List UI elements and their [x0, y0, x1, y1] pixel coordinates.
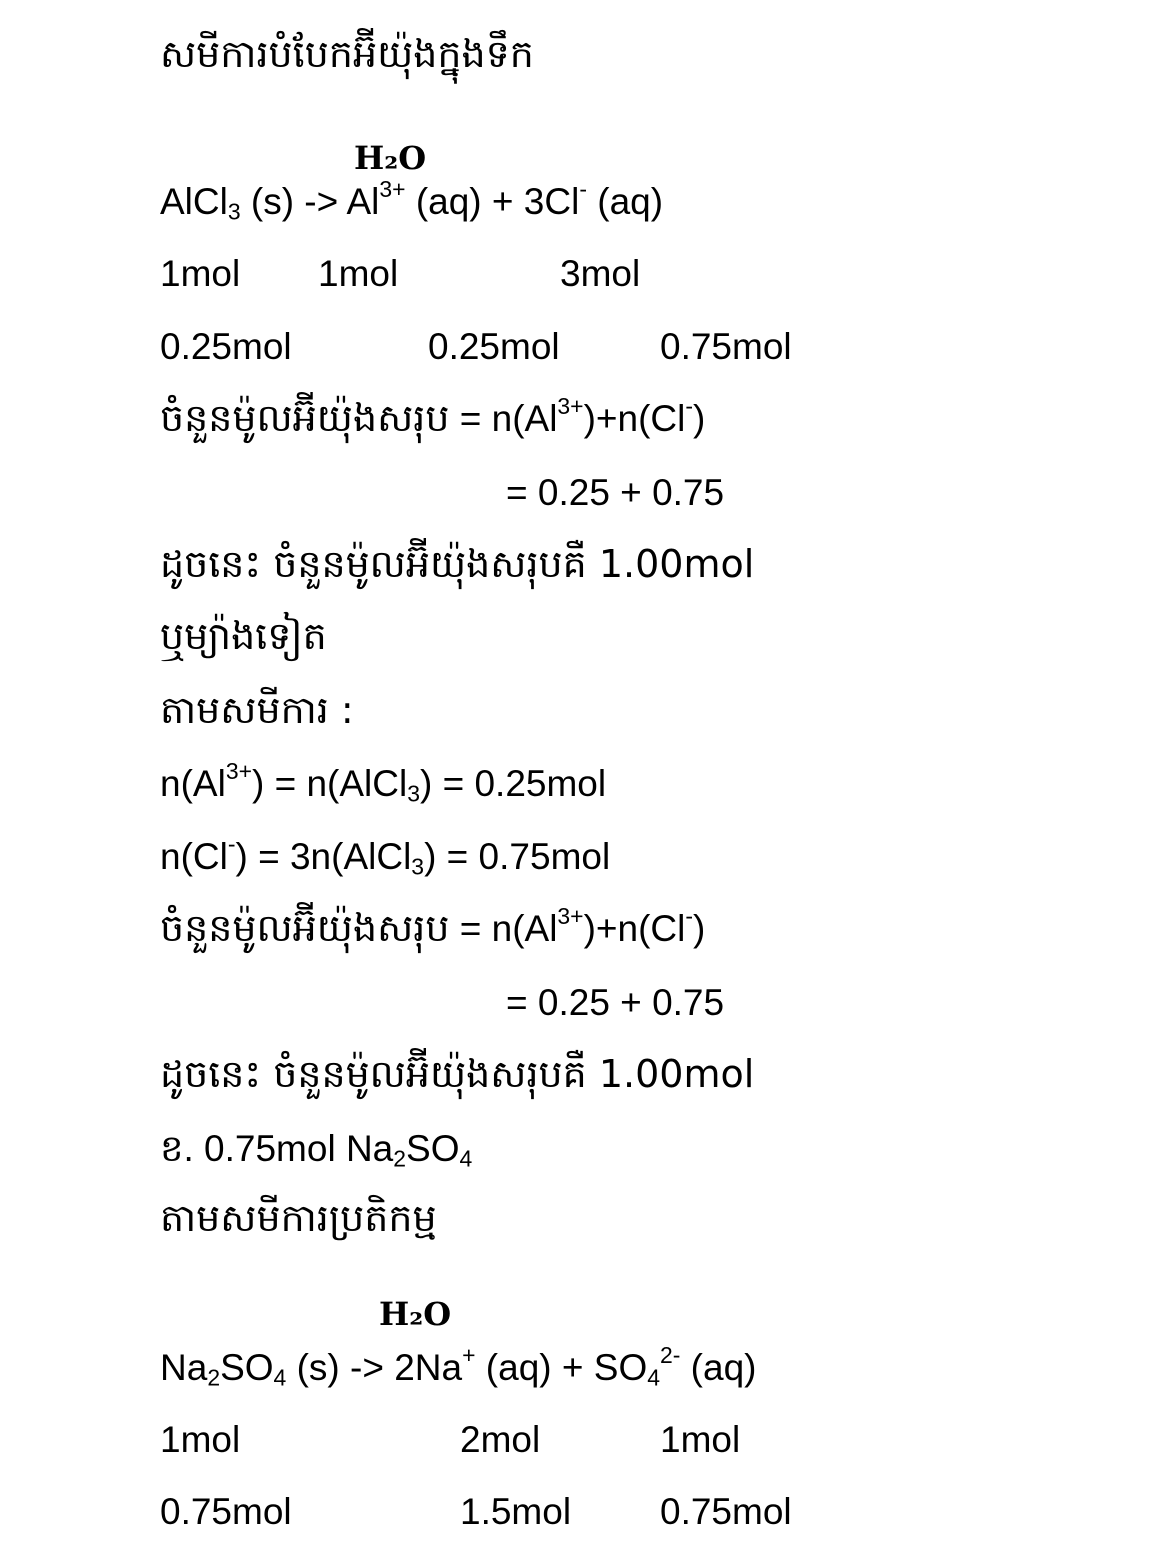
ratio-cell: 1mol	[318, 253, 399, 294]
reaction-equation-1: AlCl$_3$ $(s) -> Al^{3+}$ (aq) + 3Cl- (aq)	[160, 175, 664, 225]
amount-cell: 0.75mol	[160, 1491, 292, 1532]
alternative-heading: ឬម្យ៉ាងទៀត	[160, 614, 327, 658]
conclusion-2: ដូចនេះ ចំនួនម៉ូលអ៊ីយ៉ុងសរុបគឺ 1.00mol	[160, 1052, 755, 1096]
conclusion-1: ដូចនេះ ចំនួនម៉ូលអ៊ីយ៉ុងសរុបគឺ 1.00mol	[160, 542, 755, 586]
ratio-cell: 1mol	[160, 253, 241, 294]
ratio-cell: 2mol	[460, 1419, 541, 1460]
solvent-label-2: H₂O	[379, 1295, 452, 1333]
n-al-line: $n(Al^{3+})$ = n(AlCl$_3$) = 0.25mol	[160, 757, 607, 807]
n-cl-line: n(Cl-) = 3n(AlCl$_3$) = 0.75mol	[160, 830, 611, 880]
sum-line-1: = 0.25 + 0.75	[506, 472, 725, 513]
amount-cell: 0.75mol	[660, 326, 792, 367]
ratio-cell: 3mol	[560, 253, 641, 294]
solvent-label-1: H₂O	[354, 139, 427, 177]
reaction-equation-2: $Na_2SO_4$ (s) -> 2Na+ $(aq) + SO_4^{2-}$ (aq)	[160, 1341, 757, 1391]
ratio-cell: 1mol	[160, 1419, 241, 1460]
total-moles-formula-1: ចំនួនម៉ូលអ៊ីយ៉ុងសរុប = $n(Al^{3+})+n(Cl^-)$	[160, 392, 706, 440]
amount-cell: 1.5mol	[460, 1491, 572, 1532]
amount-cell: 0.25mol	[160, 326, 292, 367]
total-moles-formula-2: ចំនួនម៉ូលអ៊ីយ៉ុងសរុប = $n(Al^{3+})+n(Cl^-)$	[160, 902, 706, 950]
sum-line-2: = 0.25 + 0.75	[506, 982, 725, 1023]
ratio-cell: 1mol	[660, 1419, 741, 1460]
by-reaction-label: តាមសមីការប្រតិកម្ម	[160, 1196, 437, 1240]
heading: សមីការបំបែកអ៊ីយ៉ុងក្នុងទឹក	[160, 32, 534, 76]
amount-cell: 0.75mol	[660, 1491, 792, 1532]
by-equation-label: តាមសមីការ :	[160, 688, 354, 732]
part-b-heading: ខ. 0.75mol $Na_2SO_4$	[160, 1128, 473, 1172]
amount-cell: 0.25mol	[428, 326, 560, 367]
